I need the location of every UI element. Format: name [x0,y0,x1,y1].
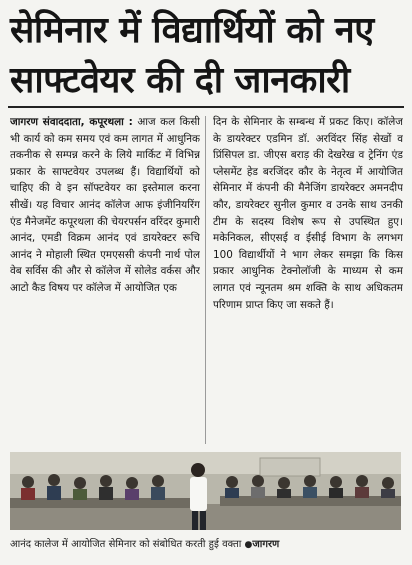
article-column-right [213,114,403,446]
caption-text: आनंद कालेज में आयोजित सेमिनार को संबोधित करती हुई वक्ता [10,539,242,550]
seminar-photo-icon [10,452,401,530]
article-dateline: जागरण संवाददाता, कपूरथला : [10,116,133,128]
headline-line-2: साफ्टवेयर की दी जानकारी [10,60,350,101]
article-body-left: आज कल किसी भी कार्य को कम समय एवं कम लागत में आधुनिक तकनीक से सम्पन्न करने के लिये मार्किट में विभिन्न प्रकार के साफ्टवेयर उपलब्ध हैं। विद्यार्थियों को चाहिए की वे इन सॉफ्टवेयर का इस्तेमाल करना सीखें। यह विचार आनंद कॉलेज आफ इंजीनियरिंग एंड मैनेजमेंट कपूरथला की चेयरपर्सन वरिंदर कुमारी आनंद, एमडी विक्रम आनंद एवं डायरेक्टर रूचि आनंद ने मोहाली स्थित एमएससी कंपनी नार्थ पोल वेब सर्विस की और से कॉलेज में सोलेड वर्कस और आटो कैड विषय पर कॉलेज में आयोजित एक [10,116,200,294]
caption-credit: जागरण [252,539,280,550]
headline-line-1: सेमिनार में विद्यार्थियों को नए [10,10,374,51]
article-headline [10,6,406,106]
headline-rule [8,106,404,108]
article-body-right: दिन के सेमिनार के सम्बन्ध में प्रकट किए। कॉलेज के डायरेक्टर एडमिन डॉ. अरविंदर सिंह सेखों व प्रिंसिपल डा. जीएस बराड़ की देखरेख व ट्रेनिंग एंड प्लेसमेंट हेड बरजिंदर कौर के नेतृत्व में आयोजित सेमिनार में कंपनी की मैनेजिंग डायरेक्टर अमनदीप कौर, डायरेक्टर सुनील कुमार व उनके साथ उनकी टीम के सदस्य विशेष रूप से उपस्थित हुए। मकेनिकल, सीएसई व ईसीई विभाग के लगभग 100 विद्यार्थीयों ने भाग लेकर समझा कि किस प्रकार आधुनिक टेक्नोलॉजी के माध्यम से कम लागत एवं न्यूनतम श्रम शक्ति के साथ अधिकतम परिणाम प्राप्त किए जा सकते हैं। [213,116,403,311]
caption-bullet: ● [244,540,253,550]
column-divider [205,116,206,444]
photo-caption [10,533,404,557]
seminar-photo [10,452,401,530]
article-column-left [10,114,200,446]
